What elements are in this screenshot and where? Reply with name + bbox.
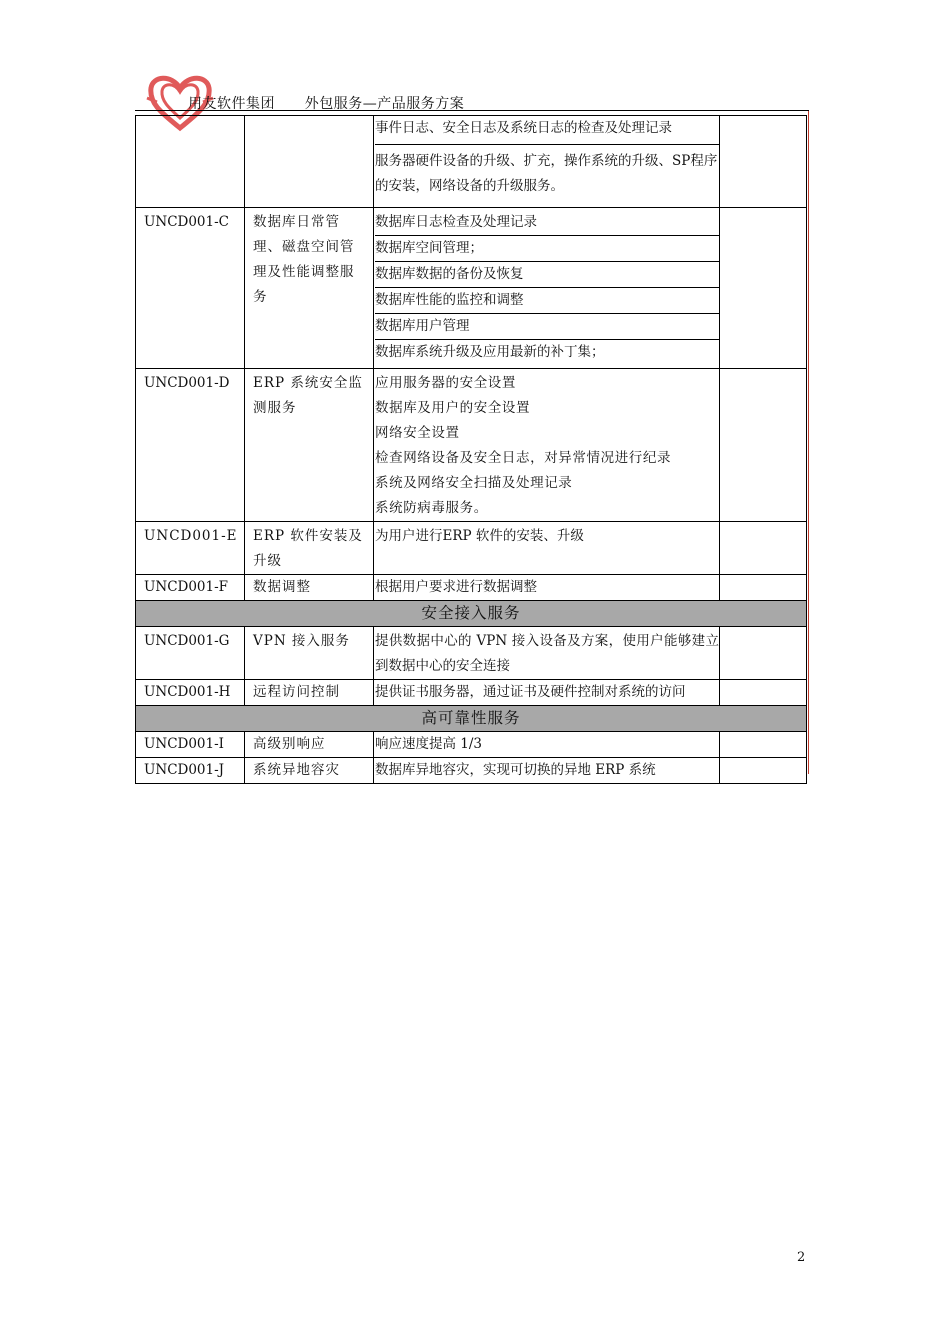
desc-item: 服务器硬件设备的升级、扩充，操作系统的升级、SP程序的安装，网络设备的升级服务。	[375, 153, 718, 194]
service-code: UNCD001-E	[136, 522, 245, 575]
desc-line: 网络安全设置	[375, 425, 460, 441]
service-desc-cell	[374, 208, 720, 369]
desc-item: 数据库系统升级及应用最新的补丁集；	[375, 344, 605, 360]
section-title: 高可靠性服务	[136, 706, 807, 732]
service-name: 高级别响应	[245, 732, 374, 758]
desc-item: 数据库数据的备份及恢复	[375, 262, 719, 288]
service-code: UNCD001-I	[136, 732, 245, 758]
service-table	[135, 115, 807, 784]
service-code: UNCD001-F	[136, 575, 245, 601]
service-name: 远程访问控制	[245, 680, 374, 706]
service-desc: 根据用户要求进行数据调整	[374, 575, 720, 601]
remark-cell	[720, 680, 807, 706]
desc-line: 系统防病毒服务。	[375, 500, 488, 516]
service-name: VPN 接入服务	[245, 627, 374, 680]
service-name: 数据库日常管理、磁盘空间管理及性能调整服务	[245, 208, 374, 369]
service-desc-cell	[374, 369, 720, 522]
desc-line: 系统及网络安全扫描及处理记录	[375, 475, 573, 491]
remark-cell	[720, 116, 807, 208]
service-desc-cell	[374, 116, 720, 208]
table-row	[136, 627, 807, 680]
table-row	[136, 575, 807, 601]
desc-line: 应用服务器的安全设置	[375, 375, 516, 391]
table-row	[136, 116, 807, 208]
section-title: 安全接入服务	[136, 601, 807, 627]
page-number: 2	[797, 1250, 806, 1265]
table-row	[136, 208, 807, 369]
table-row	[136, 732, 807, 758]
desc-item: 数据库用户管理	[375, 314, 719, 340]
service-name: ERP 系统安全监测服务	[245, 369, 374, 522]
remark-cell	[720, 575, 807, 601]
service-desc: 提供证书服务器，通过证书及硬件控制对系统的访问	[374, 680, 720, 706]
service-desc: 提供数据中心的 VPN 接入设备及方案，使用户能够建立到数据中心的安全连接	[374, 627, 720, 680]
service-name-cell	[245, 116, 374, 208]
desc-item: 数据库性能的监控和调整	[375, 288, 719, 314]
desc-line: 数据库及用户的安全设置	[375, 400, 531, 416]
service-code: UNCD001-G	[136, 627, 245, 680]
desc-item: 事件日志、安全日志及系统日志的检查及处理记录	[375, 116, 719, 145]
service-code: UNCD001-J	[136, 758, 245, 784]
remark-cell	[720, 758, 807, 784]
service-desc: 数据库异地容灾，实现可切换的异地 ERP 系统	[374, 758, 720, 784]
table-row	[136, 758, 807, 784]
service-code-cell	[136, 116, 245, 208]
service-desc: 为用户进行ERP 软件的安装、升级	[374, 522, 720, 575]
header-subtitle: 外包服务—产品服务方案	[304, 96, 465, 112]
header-rule	[135, 110, 809, 111]
service-name: ERP 软件安装及升级	[245, 522, 374, 575]
desc-item: 数据库空间管理；	[375, 236, 719, 262]
table-row	[136, 680, 807, 706]
section-row	[136, 706, 807, 732]
remark-cell	[720, 522, 807, 575]
header-company: 用友软件集团	[188, 96, 275, 112]
service-name: 系统异地容灾	[245, 758, 374, 784]
table-row	[136, 369, 807, 522]
remark-cell	[720, 369, 807, 522]
service-name: 数据调整	[245, 575, 374, 601]
section-row	[136, 601, 807, 627]
service-desc: 响应速度提高 1/3	[374, 732, 720, 758]
remark-cell	[720, 627, 807, 680]
service-code: UNCD001-C	[136, 208, 245, 369]
desc-item: 数据库日志检查及处理记录	[375, 210, 719, 236]
table-row	[136, 522, 807, 575]
remark-cell	[720, 208, 807, 369]
service-code: UNCD001-D	[136, 369, 245, 522]
desc-line: 检查网络设备及安全日志，对异常情况进行纪录	[375, 450, 672, 466]
service-code: UNCD001-H	[136, 680, 245, 706]
remark-cell	[720, 732, 807, 758]
margin-rule	[808, 111, 809, 774]
